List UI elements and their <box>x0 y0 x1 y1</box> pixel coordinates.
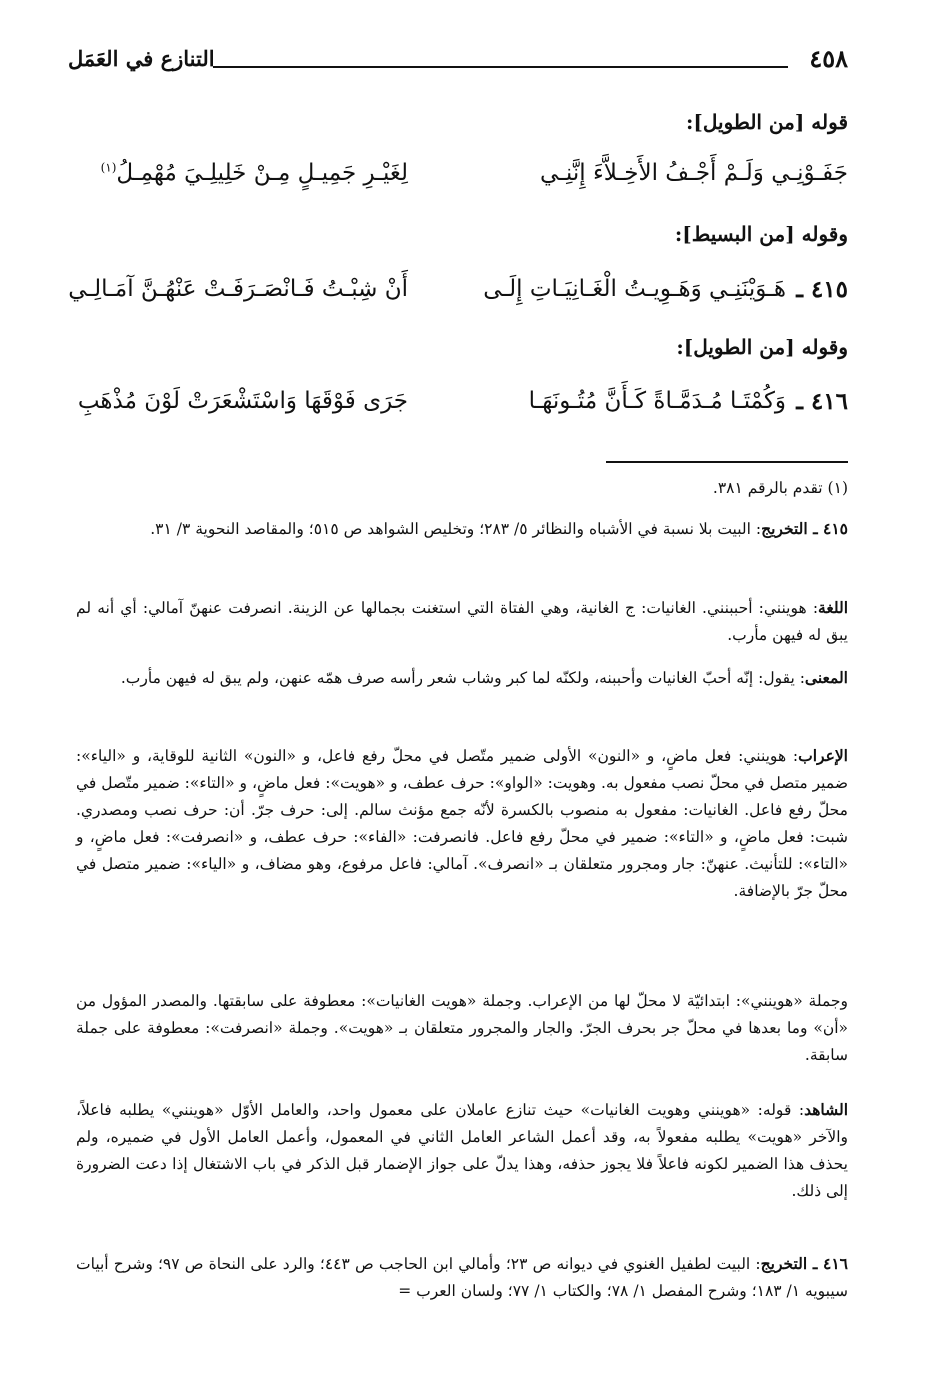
verse-number: ٤١٥ ـ <box>796 276 848 303</box>
verse-hemistich-second: جَرَى فَوْقَهَا وَاسْتَشْعَرَتْ لَوْنَ مُذْهَبِ <box>77 388 408 414</box>
note-text: : قوله: «هوينني وهويت الغانيات» حيث تنازع عاملان على معمول واحد، والعامل الأوّل «هوينني» يطلبه فاعلاً، والآخر «هويت» يطلبه مفعولاً به، وقد أعمل الشاعر العامل الثاني في المعمول، وأعمل العامل الأول في ضميره، ولم يحذف هذا الضمير لكونه فاعلاً فلا يجوز حذفه، وهذا يدلّ على جواز الإضمار قبل الذكر في باب الاشتغال إذا دعت الضرورة إلى ذلك. <box>76 1101 848 1200</box>
note-text: : هوينني: فعل ماضٍ، و «النون» الأولى ضمير متّصل في محلّ رفع فاعل، و «النون» الثانية للوقاية، و «الياء»: ضمير متصل في محلّ نصب مفعول به. وهويت: «الواو»: حرف عطف، و «هويت»: فعل ماضٍ، و «التاء»: ضمير متّصل في محلّ رفع فاعل. الغانيات: مفعول به منصوب بالكسرة لأنّه جمع مؤنث سالم. إلى: حرف جرّ. أن: حرف نصب ومصدري. شبت: فعل ماضٍ، و «التاء»: ضمير في محلّ رفع فاعل. فانصرفت: «الفاء»: حرف عطف، و «انصرفت»: فعل ماضٍ، و «التاء»: للتأنيث. عنهنّ: جار ومجرور متعلقان بـ «انصرف». آمالي: فاعل مرفوع، وهو مضاف، و «الياء»: ضمير متصل في محلّ جرّ بالإضافة. <box>76 747 848 900</box>
note-jumal <box>76 988 848 1069</box>
note-label: الشاهد <box>804 1100 848 1119</box>
footnote: (١) تقدم بالرقم ٣٨١. <box>712 479 848 497</box>
verse-line-415 <box>68 276 848 320</box>
verse-line-416 <box>78 388 848 432</box>
verse-hemistich-first: جَفَـوْنِـي وَلَـمْ أَجْـفُ الأَخِـلاَّءَ إِنَّنِـي <box>540 160 848 186</box>
verse-intro: قوله [من الطويل]: <box>686 110 848 134</box>
note-text: وجملة «هوينني»: ابتدائيّة لا محلّ لها من الإعراب. وجملة «هويت الغانيات»: معطوفة على سابقتها. والمصدر المؤول من «أن» وما بعدها في محلّ جر بحرف الجرّ. والجار والمجرور متعلقان بـ «هويت». وجملة «انصرفت»: معطوفة على جملة سابقة. <box>76 992 848 1064</box>
note-label: المعنى <box>804 668 848 687</box>
verse-line <box>78 160 848 204</box>
verse-hemistich-second: أَنْ شِبْـتُ فَـانْصَـرَفَـتْ عَنْهُـنَّ آمَـالِـي <box>68 276 408 302</box>
note-lugha <box>76 594 848 649</box>
note-label: اللغة <box>818 598 848 617</box>
running-title: التنازع في العَمَل <box>68 46 215 71</box>
note-takhrij-416 <box>76 1250 848 1305</box>
verse-number: ٤١٦ ـ <box>796 388 848 415</box>
verse-hemistich-first: وَكُمْتَـا مُـدَمَّـاةً كَـأَنَّ مُتُـونَهَـا <box>528 388 786 414</box>
note-maana <box>76 664 848 692</box>
note-irab <box>76 742 848 905</box>
verse-intro: وقوله [من الطويل]: <box>676 335 848 359</box>
note-text: : البيت لطفيل الغنوي في ديوانه ص ٢٣؛ وأمالي ابن الحاجب ص ٤٤٣؛ والرد على النحاة ص ٩٧؛ وشرح أبيات سيبويه ١/ ١٨٣؛ وشرح المفصل ١/ ٧٨؛ والكتاب ١/ ٧٧؛ ولسان العرب = <box>76 1255 848 1300</box>
note-label: الإعراب <box>798 746 848 765</box>
note-text: : البيت بلا نسبة في الأشباه والنظائر ٥/ ٢٨٣؛ وتخليص الشواهد ص ٥١٥؛ والمقاصد النحوية ٣/ ٣١. <box>150 520 762 538</box>
note-text: : يقول: إنّه أحبّ الغانيات وأحببنه، ولكنّه لما كبر وشاب شعر رأسه صرف همّه عنهن، ولم يبق له فيهن مأرب. <box>120 669 805 687</box>
footnote-separator <box>606 461 848 463</box>
note-shahid <box>76 1096 848 1205</box>
page-number: ٤٥٨ <box>809 44 848 73</box>
note-text: : هوينني: أحببنني. الغانيات: ج الغانية، وهي الفتاة التي استغنت بجمالها عن الزينة. انصرفت عنهنّ آمالي: أي أنه لم يبق له فيهن مأرب. <box>76 599 848 644</box>
verse-hemistich-second: لِغَيْـرِ جَمِيـلٍ مِـنْ خَلِيلِـيَ مُهْمِـلُ$^{(١)}$ <box>100 160 408 186</box>
running-header <box>68 44 848 84</box>
note-label: ٤١٦ ـ التخريج <box>760 1254 848 1273</box>
note-label: ٤١٥ ـ التخريج <box>761 519 848 538</box>
verse-intro: وقوله [من البسيط]: <box>674 222 848 246</box>
header-rule <box>213 66 788 68</box>
note-takhrij-415 <box>76 515 848 543</box>
footnote-marker: (١) <box>100 160 117 175</box>
verse-hemistich-first: هَـوَيْنَنِـي وَهَـوِيـتُ الْغَـانِيَـاتِ إِلَـى <box>483 276 786 302</box>
